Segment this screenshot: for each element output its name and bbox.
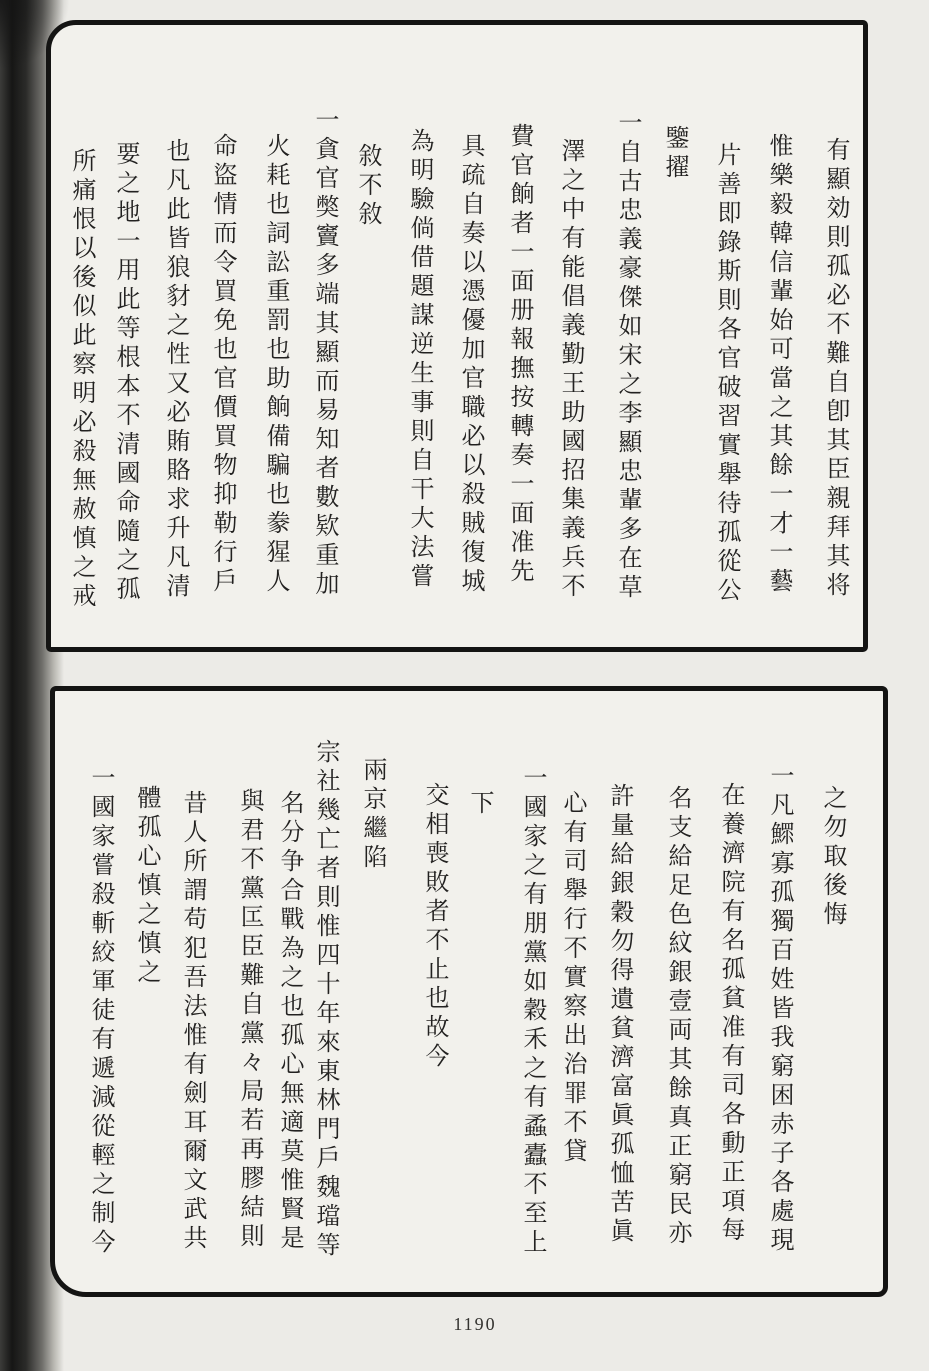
text-column: 片善即錄斯則各官破習實舉待孤從公 <box>713 142 739 606</box>
text-column: 火耗也詞訟重罰也助餉備騙也豢猩人 <box>262 133 288 597</box>
text-column: 一自古忠義豪傑如宋之李顯忠輩多在草 <box>614 110 640 603</box>
text-column: 之勿取後悔 <box>819 785 845 930</box>
text-column: 要之地一用此等根本不清國命隨之孤 <box>112 141 138 605</box>
page-number: 1190 <box>453 1314 497 1334</box>
text-column: 所痛恨以後似此察明必殺無赦慎之戒 <box>68 148 94 612</box>
section-heading-column: 敘不敘 <box>354 143 380 230</box>
text-column: 為明驗倘借題謀逆生事則自干大法嘗 <box>406 128 432 592</box>
text-column: 在養濟院有名孤貧准有司各動正項每 <box>717 782 743 1246</box>
text-column: 許量給銀穀勿得遺貧濟富眞孤恤苦眞 <box>606 783 632 1247</box>
text-column: 一凡鰥寡孤獨百姓皆我窮困赤子各處現 <box>766 763 792 1256</box>
text-column: 澤之中有能倡義勤王助國招集義兵不 <box>557 138 583 602</box>
text-column: 一國家之有朋黨如穀禾之有蟊蠹不至上 <box>519 765 545 1258</box>
text-column: 心有司舉行不實察出治罪不貸 <box>559 790 585 1167</box>
text-column: 與君不黨匞臣難自黨々局若再膠結則 <box>236 788 262 1252</box>
text-column: 一貪官獘竇多端其顯而易知者數欵重加 <box>311 107 337 600</box>
section-heading-column: 兩京繼陷 <box>359 757 385 873</box>
text-column: 體孤心慎之慎之 <box>133 785 159 988</box>
text-column: 也凡此皆狼豺之性又必賄賂求升凡清 <box>162 138 188 602</box>
section-heading-column: 鑒擢 <box>661 125 687 183</box>
text-column: 具疏自奏以憑優加官職必以殺賊復城 <box>457 133 483 597</box>
top-manuscript-panel <box>46 20 868 652</box>
text-column: 命盜情而令買免也官價買物抑勒行戶 <box>209 133 235 597</box>
text-column: 名支給足色紋銀壹両其餘真正窮民亦 <box>664 785 690 1249</box>
text-column: 宗社幾亡者則惟四十年來東林門戶魏璫等 <box>312 739 338 1261</box>
text-column: 交相喪敗者不止也故今 <box>421 782 447 1072</box>
text-column: 昔人所謂苟犯吾法惟有劍耳爾文武共 <box>179 790 205 1254</box>
text-column: 名分争合戰為之也孤心無適莫惟賢是 <box>276 790 302 1254</box>
text-column: 一國家嘗殺斬絞軍徒有遞減從輕之制今 <box>87 765 113 1258</box>
text-column: 有顯効則孤必不難自卽其臣親拜其将 <box>822 137 848 601</box>
text-column: 惟樂毅韓信輩始可當之其餘一才一藝 <box>765 133 791 597</box>
text-column: 下 <box>466 790 492 819</box>
text-column: 費官餉者一面册報撫按轉奏一面准先 <box>506 123 532 587</box>
bottom-manuscript-panel <box>50 686 888 1297</box>
